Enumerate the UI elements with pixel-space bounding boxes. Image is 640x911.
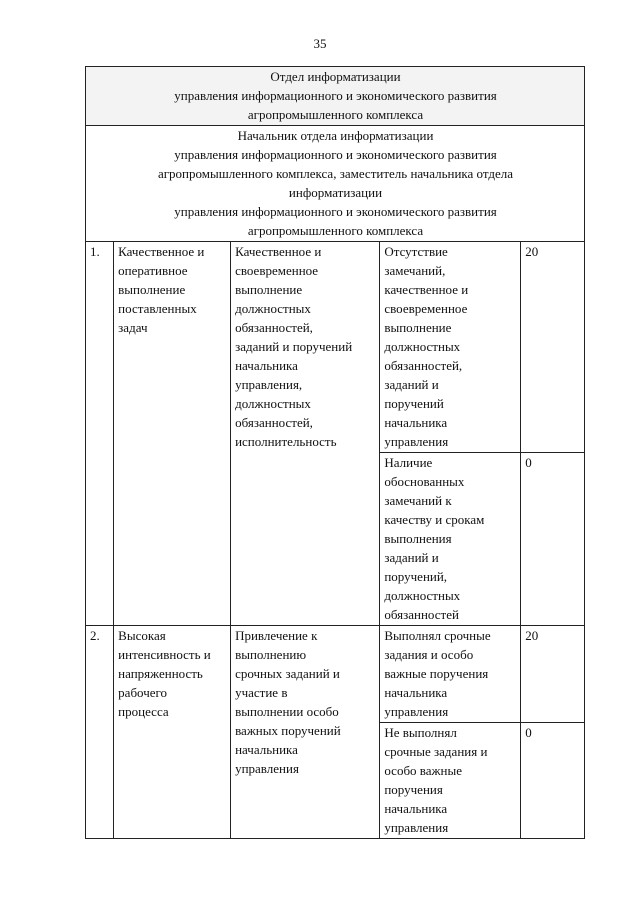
condition-cell [380,453,521,626]
score-value: 0 [525,455,532,470]
indicator-text: Качественное и своевременное выполнение должностных обязанностей, заданий и поручений начальника управления, должностных обязанностей, исполнительность [235,244,353,449]
page-number: 35 [313,36,327,51]
indicator-text: Привлечение к выполнению срочных заданий и участие в выполнении особо важных поручений начальника управления [235,628,341,776]
criterion-text: Качественное и оперативное выполнение поставленных задач [118,244,205,335]
score-cell [521,242,585,453]
department-positions: Начальник отдела информатизации управления информационного и экономического развития агропромышленного комплекса, заместитель начальника отдела информатизации управления информационного и экономического развития агропромышленного комплекса [157,128,514,238]
row-number: 1. [90,244,100,259]
department-title-row [86,67,585,126]
score-cell [521,453,585,626]
department-title: Отдел информатизации управления информационного и экономического развития агропромышленного комплекса [174,69,497,122]
score-cell [521,626,585,723]
indicator-cell [231,242,380,626]
table-row [86,626,585,723]
score-value: 0 [525,725,532,740]
indicator-cell [231,626,380,839]
table-row [86,242,585,453]
criterion-text: Высокая интенсивность и напряженность рабочего процесса [118,628,211,719]
criterion-cell [114,626,231,839]
department-positions-row [86,126,585,242]
score-value: 20 [525,628,539,643]
condition-text: Отсутствие замечаний, качественное и своевременное выполнение должностных обязанностей, заданий и поручений начальника управления [384,244,469,449]
criteria-table [85,66,585,839]
score-cell [521,723,585,839]
condition-cell [380,723,521,839]
row-number-cell [86,626,114,839]
condition-text: Не выполнял срочные задания и особо важные поручения начальника управления [384,725,488,835]
condition-cell [380,626,521,723]
criterion-cell [114,242,231,626]
condition-text: Выполнял срочные задания и особо важные поручения начальника управления [384,628,491,719]
condition-text: Наличие обоснованных замечаний к качеству и срокам выполнения заданий и поручений, должностных обязанностей [384,455,485,622]
row-number-cell [86,242,114,626]
department-positions-cell [86,126,585,242]
condition-cell [380,242,521,453]
row-number: 2. [90,628,100,643]
score-value: 20 [525,244,539,259]
department-title-cell [86,67,585,126]
